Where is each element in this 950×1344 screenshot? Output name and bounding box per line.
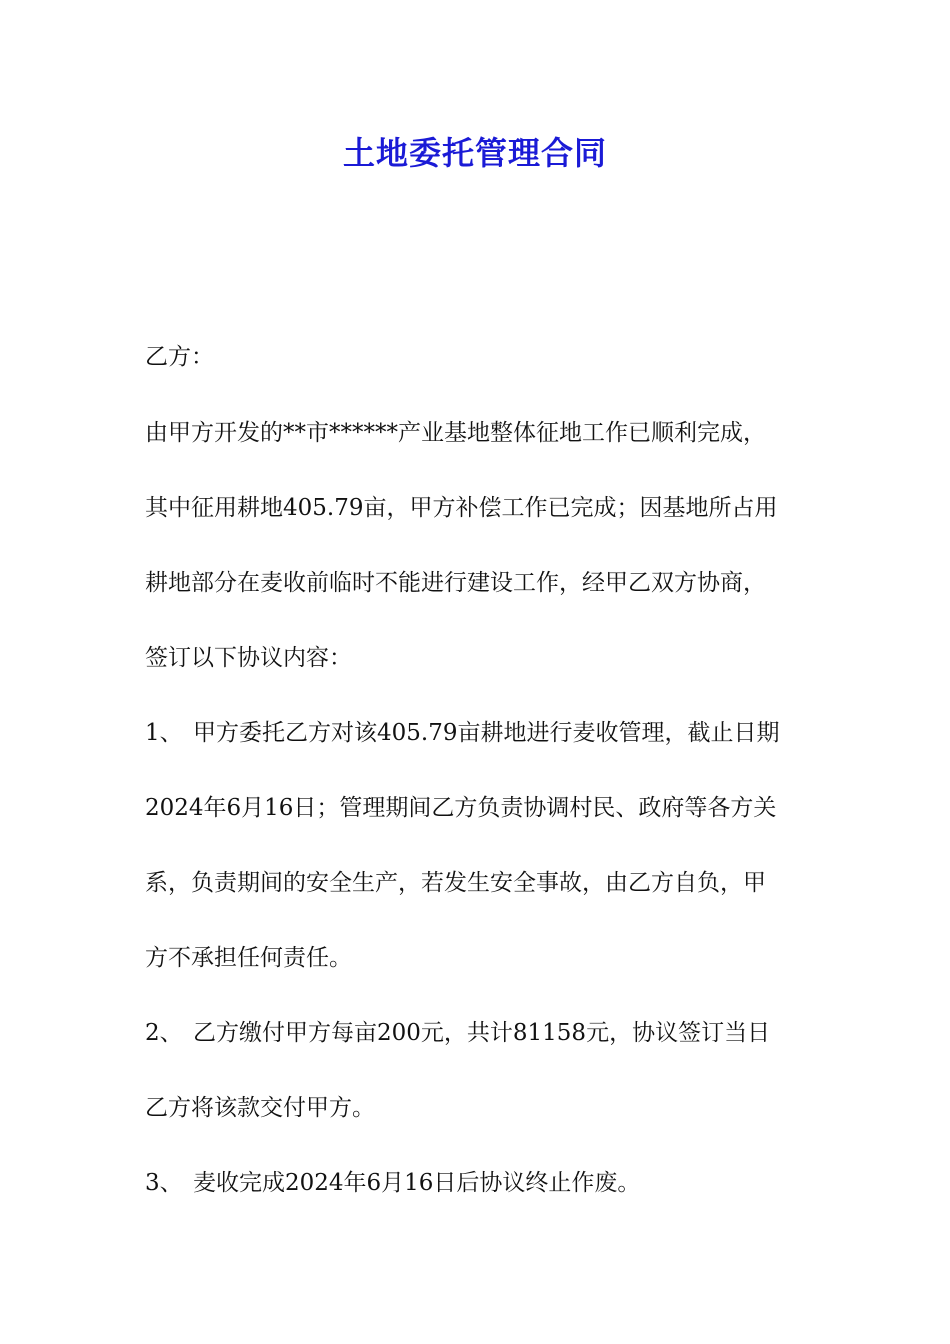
clause-3-number: 3、: [145, 1170, 183, 1196]
clause-2-text-1: 乙方缴付甲方每亩200元，共计81158元，协议签订当日: [193, 1020, 771, 1046]
intro-line-3: 耕地部分在麦收前临时不能进行建设工作，经甲乙双方协商，: [145, 570, 766, 596]
intro-line-2: 其中征用耕地405.79亩，甲方补偿工作已完成；因基地所占用: [145, 495, 778, 521]
clause-1-line-3: 系，负责期间的安全生产，若发生安全事故，由乙方自负，甲: [145, 870, 766, 896]
clause-3-text-1: 麦收完成2024年6月16日后协议终止作废。: [193, 1170, 641, 1196]
intro-line-1: 由甲方开发的**市******产业基地整体征地工作已顺利完成，: [145, 420, 766, 446]
clause-1-number: 1、: [145, 720, 183, 746]
clause-3-line-1: [145, 1168, 810, 1198]
clause-1-text-1: 甲方委托乙方对该405.79亩耕地进行麦收管理，截止日期: [193, 720, 780, 746]
document-title: 土地委托管理合同: [342, 134, 607, 172]
party-b-label: 乙方：: [145, 344, 214, 370]
clause-2-number: 2、: [145, 1020, 183, 1046]
clause-1-line-4: 方不承担任何责任。: [145, 945, 352, 971]
intro-line-4: 签订以下协议内容：: [145, 645, 352, 671]
clause-2-line-2: 乙方将该款交付甲方。: [145, 1095, 375, 1121]
clause-2-line-1: [145, 1018, 810, 1048]
clause-1-line-2: 2024年6月16日；管理期间乙方负责协调村民、政府等各方关: [145, 795, 777, 821]
clause-1-line-1: [145, 718, 810, 748]
